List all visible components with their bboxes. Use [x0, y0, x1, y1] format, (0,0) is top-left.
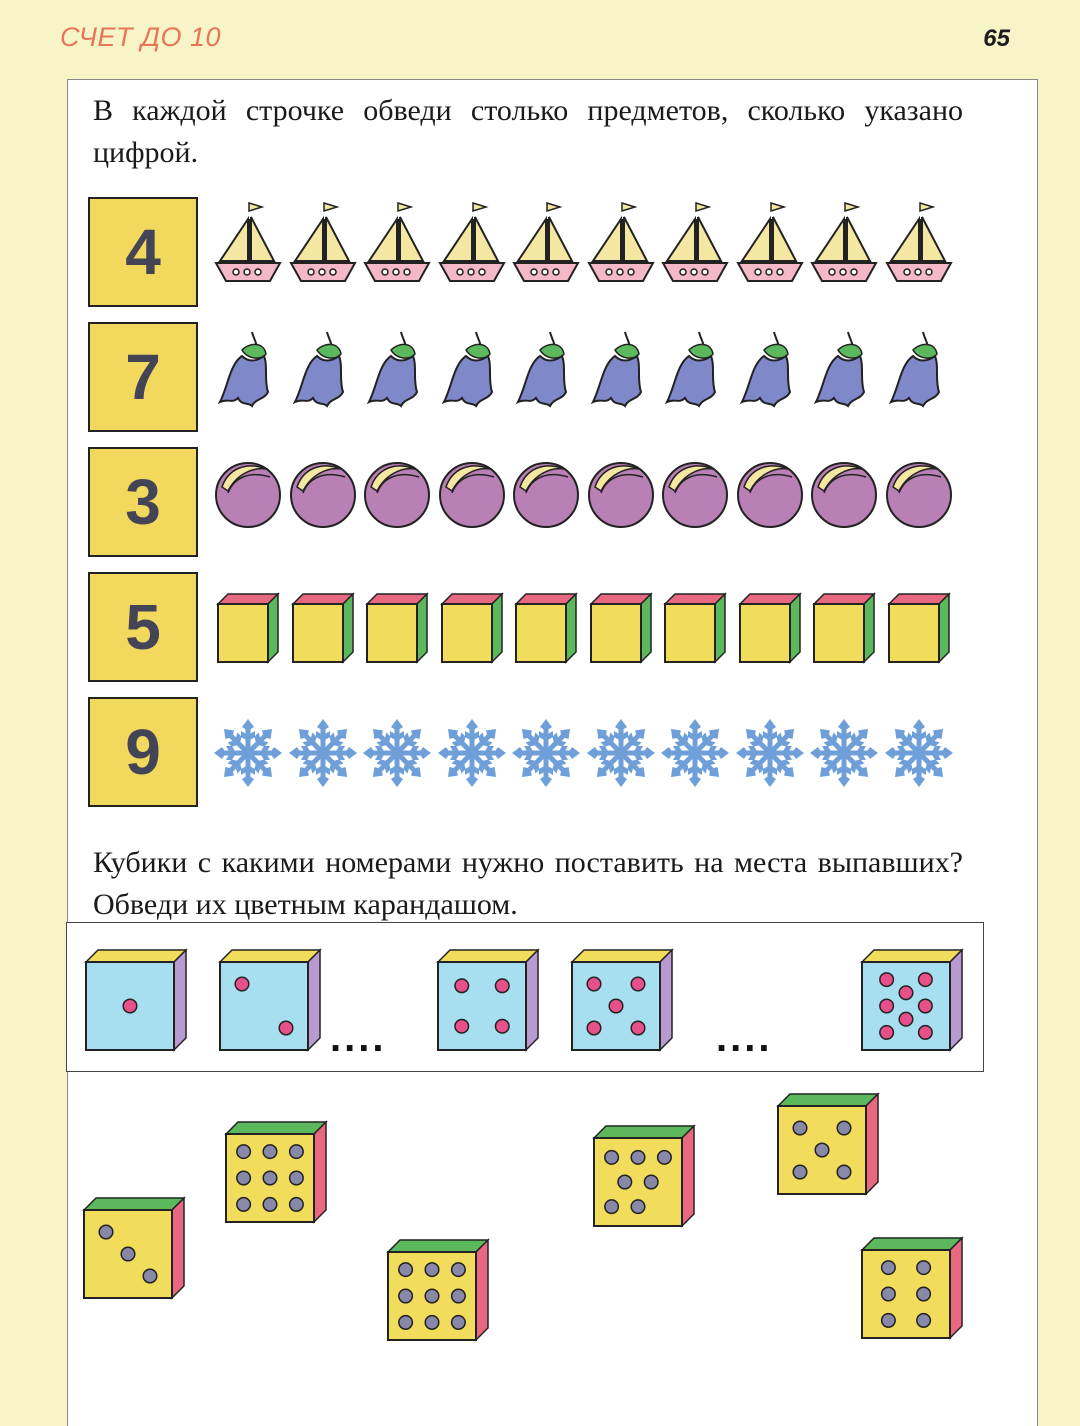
option-die[interactable]	[224, 1120, 328, 1224]
snowflake-icon[interactable]	[883, 697, 955, 807]
count-box-1: 4	[88, 197, 198, 307]
bell-flower-icon[interactable]	[734, 322, 806, 432]
section-title: СЧЕТ ДО 10	[60, 22, 222, 52]
boat-icon[interactable]	[436, 197, 508, 307]
cube-icon[interactable]	[585, 572, 657, 682]
snowflake-icon[interactable]	[212, 697, 284, 807]
cube-icon[interactable]	[734, 572, 806, 682]
ball-icon[interactable]	[436, 447, 508, 557]
ball-icon[interactable]	[361, 447, 433, 557]
ball-icon[interactable]	[883, 447, 955, 557]
count-box-2: 7	[88, 322, 198, 432]
snowflake-icon[interactable]	[436, 697, 508, 807]
snowflake-icon[interactable]	[287, 697, 359, 807]
task1-instruction: В каждой строчке обведи столько предметов, сколько указано цифрой.	[93, 94, 963, 169]
option-die[interactable]	[82, 1196, 186, 1300]
snowflake-icon[interactable]	[808, 697, 880, 807]
sequence-die[interactable]	[84, 948, 188, 1052]
missing-die-gap: ....	[716, 1016, 773, 1060]
boat-icon[interactable]	[734, 197, 806, 307]
sequence-die[interactable]	[860, 948, 964, 1052]
bell-flower-icon[interactable]	[287, 322, 359, 432]
boat-icon[interactable]	[212, 197, 284, 307]
snowflake-icon[interactable]	[361, 697, 433, 807]
bell-flower-icon[interactable]	[212, 322, 284, 432]
cube-icon[interactable]	[883, 572, 955, 682]
snowflake-icon[interactable]	[510, 697, 582, 807]
snowflake-icon[interactable]	[734, 697, 806, 807]
missing-die-gap: ....	[330, 1016, 387, 1060]
bell-flower-icon[interactable]	[436, 322, 508, 432]
bell-flower-icon[interactable]	[808, 322, 880, 432]
sequence-die[interactable]	[570, 948, 674, 1052]
boat-icon[interactable]	[808, 197, 880, 307]
ball-icon[interactable]	[287, 447, 359, 557]
sequence-die[interactable]	[218, 948, 322, 1052]
boat-icon[interactable]	[883, 197, 955, 307]
cube-icon[interactable]	[361, 572, 433, 682]
count-box-5: 9	[88, 697, 198, 807]
snowflakes-row	[212, 697, 962, 807]
option-die[interactable]	[776, 1092, 880, 1196]
bell-flower-icon[interactable]	[510, 322, 582, 432]
ball-icon[interactable]	[808, 447, 880, 557]
count-box-4: 5	[88, 572, 198, 682]
ball-icon[interactable]	[585, 447, 657, 557]
boat-icon[interactable]	[510, 197, 582, 307]
option-die[interactable]	[860, 1236, 964, 1340]
cube-icon[interactable]	[212, 572, 284, 682]
boat-icon[interactable]	[361, 197, 433, 307]
boat-icon[interactable]	[585, 197, 657, 307]
bell-flower-icon[interactable]	[659, 322, 731, 432]
ball-icon[interactable]	[734, 447, 806, 557]
cube-icon[interactable]	[659, 572, 731, 682]
option-die[interactable]	[592, 1124, 696, 1228]
option-die[interactable]	[386, 1238, 490, 1342]
cubes-row	[212, 572, 962, 682]
cube-icon[interactable]	[436, 572, 508, 682]
bell-flower-icon[interactable]	[361, 322, 433, 432]
count-box-3: 3	[88, 447, 198, 557]
boats-row	[212, 197, 962, 307]
cube-icon[interactable]	[510, 572, 582, 682]
cube-icon[interactable]	[287, 572, 359, 682]
boat-icon[interactable]	[287, 197, 359, 307]
snowflake-icon[interactable]	[585, 697, 657, 807]
balls-row	[212, 447, 962, 557]
page-number: 65	[983, 25, 1010, 52]
snowflake-icon[interactable]	[659, 697, 731, 807]
bell-flower-icon[interactable]	[585, 322, 657, 432]
cube-icon[interactable]	[808, 572, 880, 682]
bell-flower-icon[interactable]	[883, 322, 955, 432]
sequence-die[interactable]	[436, 948, 540, 1052]
task2-instruction: Кубики с какими номерами нужно поставить на места выпавших? Обведи их цветным карандашом.	[93, 846, 963, 921]
ball-icon[interactable]	[212, 447, 284, 557]
ball-icon[interactable]	[659, 447, 731, 557]
flowers-row	[212, 322, 962, 432]
ball-icon[interactable]	[510, 447, 582, 557]
boat-icon[interactable]	[659, 197, 731, 307]
